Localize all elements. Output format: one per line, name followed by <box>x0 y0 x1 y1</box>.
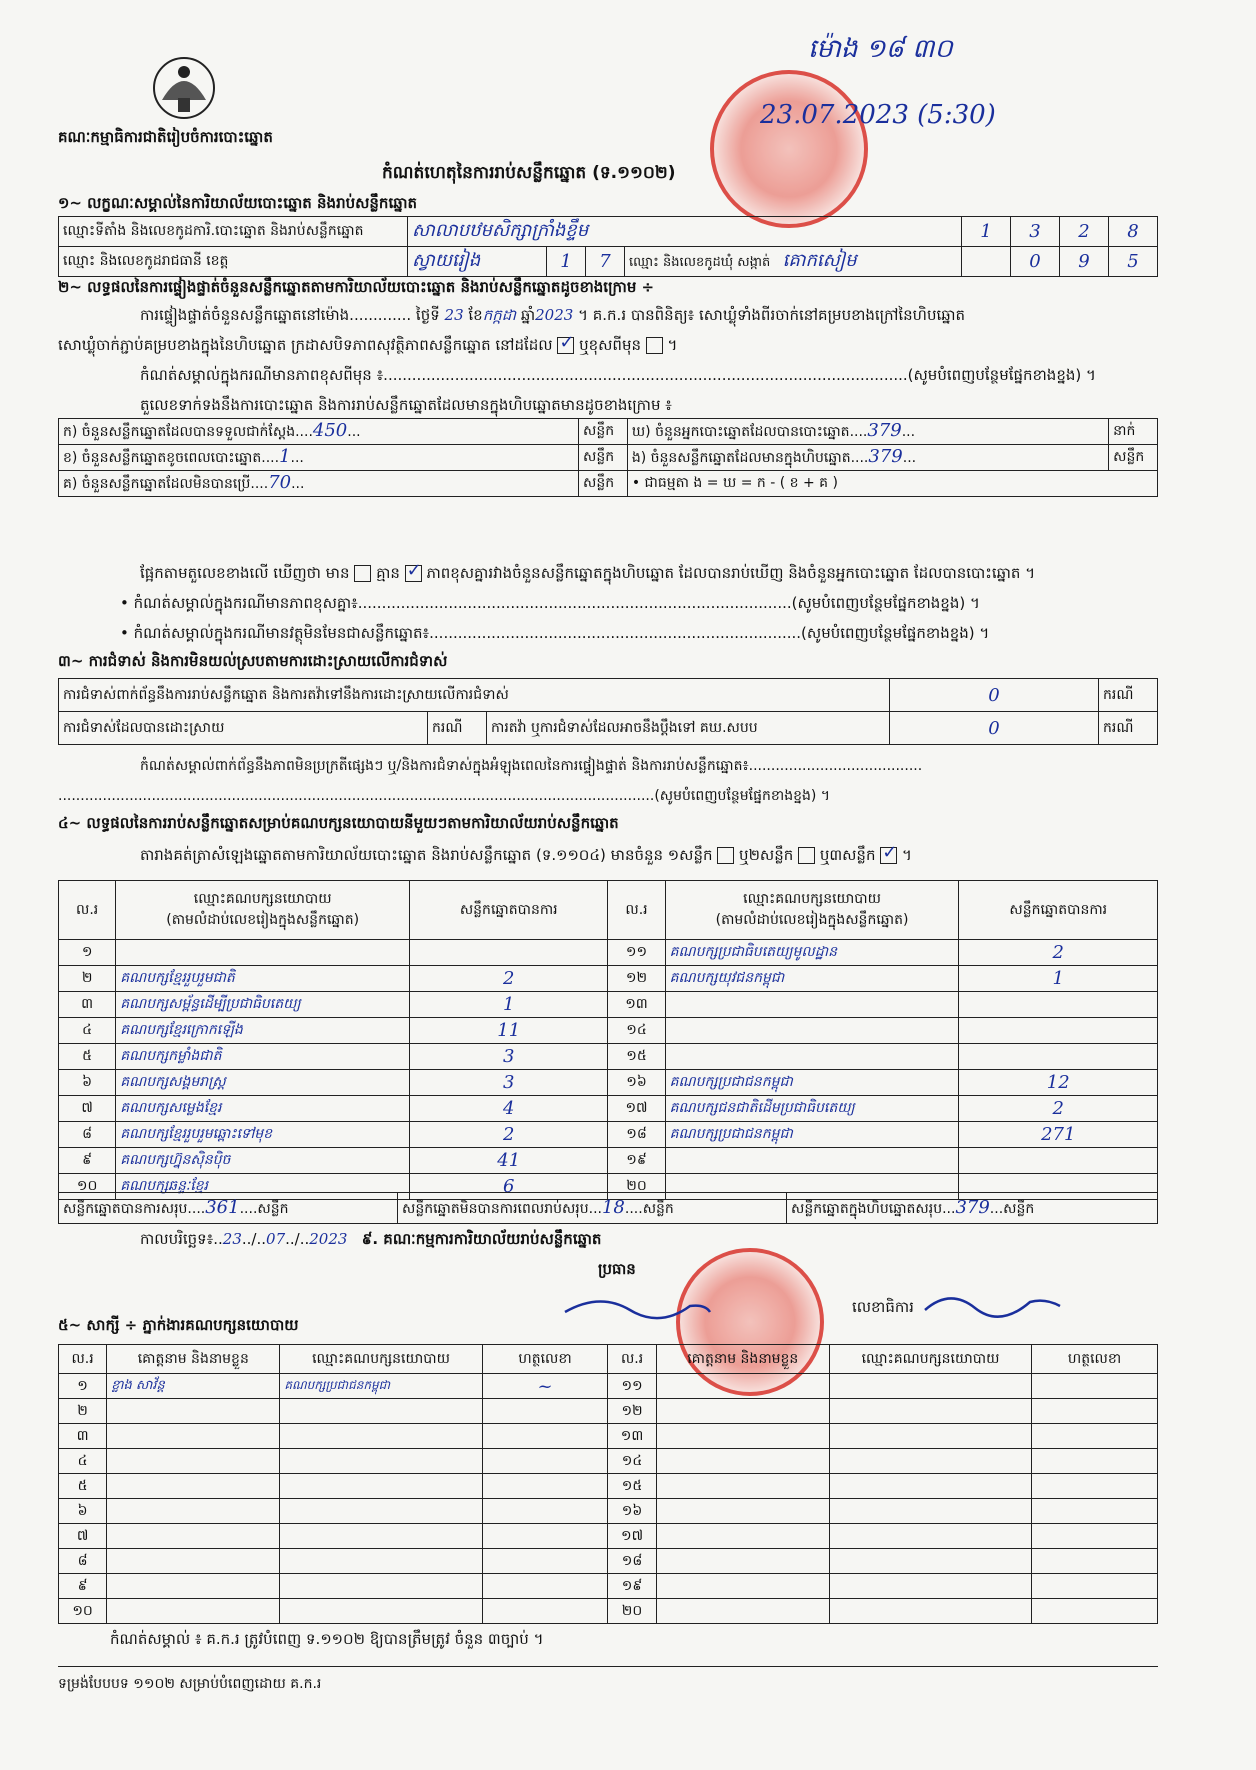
witness-party <box>829 1574 1031 1599</box>
witness-signature <box>482 1599 608 1624</box>
ballot-count-table: ក) ចំនួនសន្លឹកឆ្នោតដែលបានទទួលជាក់ស្តែង....450... សន្លឹក ឃ) ចំនួនអ្នកបោះឆ្នោតដែលបានបោះឆ្នោត....379... នាក់ ខ) ចំនួនសន្លឹកឆ្នោតខូចពេលបោះឆ្នោត....1... សន្លឹក ង) ចំនួនសន្លឹកឆ្នោតដែលមានក្នុងហិបឆ្នោត....379... សន្លឹក គ) ចំនួនសន្លឹកឆ្នោតដែលមិនបានប្រើ....70... សន្លឹក • ជាធម្មតា ង = ឃ = ក - ( ខ + គ ) <box>58 418 1158 497</box>
secretary-label: លេខាធិការ <box>852 1298 914 1316</box>
witness-signature <box>1032 1574 1158 1599</box>
party-votes: 271 <box>959 1122 1158 1148</box>
witness-party <box>280 1549 482 1574</box>
party-name <box>665 1148 959 1174</box>
table-row <box>59 1574 1158 1599</box>
province-code-2: 7 <box>586 247 625 277</box>
row-number: ២ <box>59 1399 107 1424</box>
ballots-spoiled: ខ) ចំនួនសន្លឹកឆ្នោតខូចពេលបោះឆ្នោត....1... <box>59 445 579 471</box>
party-name: គណបក្សសម្ព័ន្ធដើម្បីប្រជាធិបតេយ្យ <box>116 992 410 1018</box>
row-number: ៣ <box>59 1424 107 1449</box>
discrepancy-line: ផ្អែកតាមតួលេខខាងលើ ឃើញថា មាន គ្មាន ✓ ភាពខុសគ្នារវាងចំនួនសន្លឹកឆ្នោតក្នុងហិបឆ្នោត ដែលបានរាប់ឃើញ និងចំនួនអ្នកបោះឆ្នោត ដែលបានបោះឆ្នោត ។ <box>140 564 1035 586</box>
witness-name <box>107 1399 280 1424</box>
row-number: ១៥ <box>608 1044 665 1070</box>
row-number: ១០ <box>59 1174 116 1200</box>
witness-name <box>656 1374 829 1399</box>
row-number: ១៦ <box>608 1070 665 1096</box>
same-checkbox[interactable] <box>557 337 574 354</box>
witness-party <box>829 1374 1031 1399</box>
official-stamp <box>710 70 868 228</box>
footer-divider <box>58 1666 1158 1667</box>
witness-name <box>656 1424 829 1449</box>
ballots-unused: គ) ចំនួនសន្លឹកឆ្នោតដែលមិនបានប្រើ....70... <box>59 471 579 497</box>
party-votes: 6 <box>410 1174 608 1200</box>
witness-name <box>656 1524 829 1549</box>
party-name: គណបក្សសង្គមរាស្ត្រ <box>116 1070 410 1096</box>
table-row <box>59 1524 1158 1549</box>
witness-party <box>829 1599 1031 1624</box>
party-name: គណបក្សកម្លាំងជាតិ <box>116 1044 410 1070</box>
party-name: គណបក្សប្រជាធិបតេយ្យមូលដ្ឋាន <box>665 940 959 966</box>
party-votes: 4 <box>410 1096 608 1122</box>
witness-name <box>656 1449 829 1474</box>
party-name <box>665 1044 959 1070</box>
party-votes: 12 <box>959 1070 1158 1096</box>
witness-name <box>107 1574 280 1599</box>
witness-signature <box>482 1524 608 1549</box>
witness-name <box>107 1449 280 1474</box>
party-votes <box>959 1018 1158 1044</box>
party-votes: 3 <box>410 1044 608 1070</box>
row-number: ៩ <box>59 1574 107 1599</box>
row-number: ១ <box>59 1374 107 1399</box>
appeal-count: 0 <box>890 712 1099 745</box>
witness-signature <box>1032 1499 1158 1524</box>
witness-name <box>107 1599 280 1624</box>
formula: • ជាធម្មតា ង = ឃ = ក - ( ខ + គ ) <box>627 471 1157 497</box>
table-row <box>59 1424 1158 1449</box>
date-line: កាលបរិច្ឆេទ៖..23../..07../..2023 ៩. គណៈកម្មការការិយាល័យរាប់សន្លឹកឆ្នោត <box>140 1230 602 1248</box>
irregularity-note: កំណត់សម្គាល់ពាក់ព័ន្ធនឹងភាពមិនប្រក្រតីផ្សេងៗ ឬ/និងការជំទាស់ក្នុងអំឡុងពេលនៃការផ្ទៀងផ្ទាត់ និងការរាប់សន្លឹកឆ្នោត៖....................................... <box>140 758 923 774</box>
party-name: គណបក្សហ្វ៊ុនស៊ិនប៉ិច <box>116 1148 410 1174</box>
irregularity-note-2: ......................................................................................................................................(សូមបំពេញបន្ថែមផ្នែកខាងខ្នង) ។ <box>58 788 831 804</box>
location-value: សាលាបឋមសិក្សាក្រាំងខ្ទឹម <box>408 217 962 247</box>
section3-title: ៣~ ការជំទាស់ និងការមិនយល់ស្របតាមការដោះស្រាយលើការជំទាស់ <box>58 652 448 670</box>
location-code-4: 8 <box>1109 217 1158 247</box>
objection-label: ការជំទាស់ពាក់ព័ន្ធនឹងការរាប់សន្លឹកឆ្នោត និងការតវ៉ាទៅនឹងការដោះស្រាយលើការជំទាស់ <box>59 679 890 712</box>
party-votes: 1 <box>959 966 1158 992</box>
footnote: កំណត់សម្គាល់ ៖ គ.ក.រ ត្រូវបំពេញ ទ.១១០២ ឱ្យបានត្រឹមត្រូវ ចំនួន ៣ច្បាប់ ។ <box>110 1630 544 1648</box>
table-row <box>59 1474 1158 1499</box>
witness-signature <box>1032 1374 1158 1399</box>
witness-party <box>829 1499 1031 1524</box>
row-number: ១៧ <box>608 1096 665 1122</box>
commune-code-2: 9 <box>1060 247 1109 277</box>
witness-signature <box>482 1474 608 1499</box>
received-time: 23.07.2023 (5:30) <box>760 100 996 130</box>
row-number: ៣ <box>59 992 116 1018</box>
row-number: ២០ <box>608 1174 665 1200</box>
table-row <box>59 1399 1158 1424</box>
row-number: ៨ <box>59 1122 116 1148</box>
table-row <box>59 1449 1158 1474</box>
discrepancy-note: • កំណត់សម្គាល់ក្នុងករណីមានភាពខុសគ្នា៖...........................................................................................(សូមបំពេញបន្ថែមផ្នែកខាងខ្នង) ។ <box>120 594 980 612</box>
sheets-2-checkbox[interactable] <box>798 847 815 864</box>
witness-signature: ~ <box>482 1374 608 1399</box>
party-votes: 2 <box>959 1096 1158 1122</box>
witness-signature <box>482 1449 608 1474</box>
witness-signature <box>482 1574 608 1599</box>
objection-table: ការជំទាស់ពាក់ព័ន្ធនឹងការរាប់សន្លឹកឆ្នោត និងការតវ៉ាទៅនឹងការដោះស្រាយលើការជំទាស់ 0 ករណី ការជំទាស់ដែលបានដោះស្រាយ ករណី ការតវ៉ា ឬការជំទាស់ដែលអាចនឹងប្តឹងទៅ គឃ.សបប 0 ករណី <box>58 678 1158 745</box>
row-number: ៧ <box>59 1524 107 1549</box>
witness-party <box>280 1499 482 1524</box>
verify-line-4: តួលេខទាក់ទងនឹងការបោះឆ្នោត និងការរាប់សន្លឹកឆ្នោតដែលមានក្នុងហិបឆ្នោតមានដូចខាងក្រោម ៖ <box>140 396 672 414</box>
results-body <box>59 940 1158 1200</box>
national-emblem-icon <box>148 52 220 124</box>
form-title: កំណត់ហេតុនៃការរាប់សន្លឹកឆ្នោត (ទ.១១០២) <box>382 163 676 183</box>
witness-name <box>107 1424 280 1449</box>
row-number: ៦ <box>59 1070 116 1096</box>
row-number: ១៨ <box>608 1122 665 1148</box>
no-discrepancy-checkbox[interactable] <box>405 565 422 582</box>
location-label: ឈ្មោះទីតាំង និងលេខកូដការិ.បោះឆ្នោត និងរាប់សន្លឹកឆ្នោត <box>59 217 408 247</box>
committee-name: គណៈកម្មាធិការជាតិរៀបចំការបោះឆ្នោត <box>58 128 273 146</box>
location-code-3: 2 <box>1060 217 1109 247</box>
witness-party <box>829 1549 1031 1574</box>
section1-table <box>58 216 1158 277</box>
received-note: ម៉ោង ១៨ ៣០ <box>808 34 953 64</box>
witness-party <box>280 1399 482 1424</box>
witness-party: គណបក្សប្រជាជនកម្ពុជា <box>280 1374 482 1399</box>
witness-body <box>59 1374 1158 1624</box>
row-number: ១៣ <box>608 992 665 1018</box>
witness-name <box>107 1474 280 1499</box>
party-name: គណបក្សយុវជនកម្ពុជា <box>665 966 959 992</box>
witness-party <box>280 1524 482 1549</box>
row-number: ១៤ <box>608 1018 665 1044</box>
witness-signature <box>482 1499 608 1524</box>
party-name: គណបក្សប្រជាជនកម្ពុជា <box>665 1122 959 1148</box>
tally-sheet-line: តារាងគត់ត្រាសំឡេងឆ្នោតតាមការិយាល័យបោះឆ្នោត និងរាប់សន្លឹកឆ្នោត (ទ.១១០៤) មានចំនួន ១សន្លឹក ឬ២សន្លឹក ឬ៣សន្លឹក ✓ ។ <box>140 846 912 868</box>
table-row <box>59 1374 1158 1399</box>
party-votes: 2 <box>410 966 608 992</box>
witness-party <box>829 1474 1031 1499</box>
results-table: ល.រ ឈ្មោះគណបក្សនយោបាយ (តាមលំដាប់លេខរៀងក្នុងសន្លឹកឆ្នោត) សន្លឹកឆ្នោតបានការ ល.រ ឈ្មោះគណបក្សនយោបាយ (តាមលំដាប់លេខរៀងក្នុងសន្លឹកឆ្នោត) សន្លឹកឆ្នោតបានការ ១ ១១ គណបក្សប្រជាធិបតេយ្យមូលដ្ឋាន 2 ២ គណបក្សខ្មែររួបរួមជាតិ 2 ១២ គណបក្សយុវជនកម្ពុជា 1 ៣ គណបក្សសម្ព័ន្ធដើម្បីប្រជាធិបតេយ្យ 1 ១៣ ៤ គណបក្សខ្មែរក្រោកឡើង 11 ១៤ ៥ គណបក្សកម្លាំងជាតិ 3 ១៥ ៦ គណបក្សសង្គមរាស្ត្រ 3 ១៦ គណបក្សប្រជាជនកម្ពុជា 12 ៧ គណបក្សសម្លេងខ្មែរ 4 ១៧ គណបក្សជនជាតិដើមប្រជាធិបតេយ្យ 2 ៨ គណបក្សខ្មែររួបរួមឆ្ពោះទៅមុខ 2 ១៨ គណបក្សប្រជាជនកម្ពុជា 271 ៩ គណបក្សហ្វ៊ុនស៊ិនប៉ិច 41 ១៩ ១០ គណបក្សឆន្ទៈខ្មែរ 6 ២០ <box>58 880 1158 1200</box>
section4-title: ៤~ លទ្ធផលនៃការរាប់សន្លឹកឆ្នោតសម្រាប់គណបក្សនយោបាយនីមួយៗតាមការិយាល័យរាប់សន្លឹកឆ្នោត <box>58 814 619 832</box>
table-row <box>59 1599 1158 1624</box>
different-checkbox[interactable] <box>646 337 663 354</box>
witness-signature <box>482 1399 608 1424</box>
row-number: ៥ <box>59 1474 107 1499</box>
witness-table: ល.រ គោត្តនាម និងនាមខ្លួន ឈ្មោះគណបក្សនយោបាយ ហត្ថលេខា ល.រ គោត្តនាម និងនាមខ្លួន ឈ្មោះគណបក្សនយោបាយ ហត្ថលេខា ១ ខ្លាង សាវ័ន្ត គណបក្សប្រជាជនកម្ពុជា ~ ១១ ២ ១២ ៣ ១៣ ៤ ១៤ ៥ ១៥ ៦ ១៦ ៧ ១៧ ៨ ១៨ ៩ ១៩ ១០ ២០ <box>58 1344 1158 1624</box>
row-number: ៩ <box>59 1148 116 1174</box>
witness-name <box>656 1549 829 1574</box>
table-row <box>59 1148 1158 1174</box>
witness-signature <box>1032 1449 1158 1474</box>
witness-party <box>829 1524 1031 1549</box>
row-number: ១២ <box>608 1399 656 1424</box>
commune-code-1: 0 <box>1011 247 1060 277</box>
witness-name <box>656 1399 829 1424</box>
witness-signature <box>1032 1599 1158 1624</box>
commune-label: ឈ្មោះ និងលេខកូដឃុំ សង្កាត់ គោកសៀម <box>625 247 962 277</box>
total-invalid: សន្លឹកឆ្នោតមិនបានការពេលរាប់សរុប...18....សន្លឹក <box>398 1193 787 1224</box>
table-row <box>59 1549 1158 1574</box>
table-row <box>59 966 1158 992</box>
appeal-label: ការតវ៉ា ឬការជំទាស់ដែលអាចនឹងប្តឹងទៅ គឃ.សបប <box>487 712 890 745</box>
witness-name <box>656 1499 829 1524</box>
party-votes <box>959 1148 1158 1174</box>
row-number: ១១ <box>608 940 665 966</box>
party-name <box>665 992 959 1018</box>
table-row <box>59 1044 1158 1070</box>
row-number: ១៥ <box>608 1474 656 1499</box>
row-number: ១៧ <box>608 1524 656 1549</box>
witness-party <box>280 1474 482 1499</box>
party-votes: 2 <box>410 1122 608 1148</box>
table-row <box>59 1096 1158 1122</box>
row-number: ២០ <box>608 1599 656 1624</box>
party-name <box>665 1018 959 1044</box>
party-votes: 41 <box>410 1148 608 1174</box>
witness-party <box>829 1399 1031 1424</box>
witness-signature <box>482 1424 608 1449</box>
table-row <box>59 940 1158 966</box>
table-row <box>59 992 1158 1018</box>
party-votes <box>959 992 1158 1018</box>
province-code-1: 1 <box>547 247 586 277</box>
witness-party <box>829 1449 1031 1474</box>
witness-party <box>280 1449 482 1474</box>
witness-name <box>107 1549 280 1574</box>
witness-signature <box>482 1549 608 1574</box>
row-number: ១ <box>59 940 116 966</box>
section5-title: ៥~ សាក្សី ÷ ភ្នាក់ងារគណបក្សនយោបាយ <box>58 1316 299 1334</box>
totals-table <box>58 1192 1158 1224</box>
location-code-1: 1 <box>962 217 1011 247</box>
province-value: ស្វាយរៀង <box>408 247 547 277</box>
witness-signature <box>1032 1524 1158 1549</box>
witness-name <box>107 1524 280 1549</box>
objection-count: 0 <box>890 679 1099 712</box>
witness-signature <box>1032 1424 1158 1449</box>
row-number: ៤ <box>59 1449 107 1474</box>
witness-name <box>656 1474 829 1499</box>
witness-name <box>656 1599 829 1624</box>
row-number: ១០ <box>59 1599 107 1624</box>
row-number: ១៤ <box>608 1449 656 1474</box>
party-votes <box>410 940 608 966</box>
witness-name <box>107 1499 280 1524</box>
party-name: គណបក្សជនជាតិដើមប្រជាធិបតេយ្យ <box>665 1096 959 1122</box>
chair-signature <box>560 1282 720 1332</box>
witness-party <box>280 1599 482 1624</box>
section2-title: ២~ លទ្ធផលនៃការផ្ទៀងផ្ទាត់ចំនួនសន្លឹកឆ្នោតតាមការិយាល័យបោះឆ្នោត និងរាប់សន្លឹកឆ្នោតដូចខាងក្រោម ÷ <box>58 278 655 296</box>
commune-code-3: 5 <box>1109 247 1158 277</box>
ballots-received: ក) ចំនួនសន្លឹកឆ្នោតដែលបានទទួលជាក់ស្តែង....450... <box>59 419 579 445</box>
party-votes: 11 <box>410 1018 608 1044</box>
table-row <box>59 1499 1158 1524</box>
table-row <box>59 1018 1158 1044</box>
party-votes: 1 <box>410 992 608 1018</box>
witness-signature <box>1032 1474 1158 1499</box>
sheets-1-checkbox[interactable] <box>717 847 734 864</box>
total-valid: សន្លឹកឆ្នោតបានការសរុប....361....សន្លឹក <box>59 1193 398 1224</box>
province-label: ឈ្មោះ និងលេខកូដរាជធានី ខេត្ត <box>59 247 408 277</box>
sheets-3-checkbox[interactable] <box>880 847 897 864</box>
row-number: ១៩ <box>608 1148 665 1174</box>
party-votes <box>959 1044 1158 1070</box>
ballots-in-box: ង) ចំនួនសន្លឹកឆ្នោតដែលមានក្នុងហិបឆ្នោត....379... <box>627 445 1108 471</box>
table-row <box>59 1122 1158 1148</box>
row-number: ៥ <box>59 1044 116 1070</box>
resolved-label: ការជំទាស់ដែលបានដោះស្រាយ <box>59 712 428 745</box>
witness-signature <box>1032 1549 1158 1574</box>
witness-party <box>829 1424 1031 1449</box>
row-number: ១៦ <box>608 1499 656 1524</box>
row-number: ១១ <box>608 1374 656 1399</box>
row-number: ២ <box>59 966 116 992</box>
witness-party <box>280 1574 482 1599</box>
party-name: គណបក្សឆន្ទៈខ្មែរ <box>116 1174 410 1200</box>
has-discrepancy-checkbox[interactable] <box>354 565 371 582</box>
verify-line-2: សោឃ្លុំចាក់ភ្ជាប់គម្របខាងក្នុងនៃហិបឆ្នោត ក្រដាសបិទភាពសុវត្ថិភាពសន្លឹកឆ្នោត នៅដដែល ✓ ឬខុសពីមុន ។ <box>58 336 677 358</box>
party-votes: 3 <box>410 1070 608 1096</box>
row-number: ១៩ <box>608 1574 656 1599</box>
verify-line-1: ការផ្ទៀងផ្ទាត់ចំនួនសន្លឹកឆ្នោតនៅម៉ោង............. ថ្ងៃទី 23 ខែកក្កដា ឆ្នាំ2023 ។ គ.ក.រ បានពិនិត្យ៖ សោឃ្លុំទាំងពីរចាក់នៅគម្របខាងក្រៅនៃហិបឆ្នោត <box>140 306 966 324</box>
row-number: ៨ <box>59 1549 107 1574</box>
witness-signature <box>1032 1399 1158 1424</box>
location-code-2: 3 <box>1011 217 1060 247</box>
party-name: គណបក្សសម្លេងខ្មែរ <box>116 1096 410 1122</box>
foreign-object-note: • កំណត់សម្គាល់ក្នុងករណីមានវត្ថុមិនមែនជាសន្លឹកឆ្នោត៖..............................................................................(សូមបំពេញបន្ថែមផ្នែកខាងខ្នង) ។ <box>120 624 990 642</box>
witness-name <box>656 1574 829 1599</box>
row-number: ៦ <box>59 1499 107 1524</box>
party-name: គណបក្សខ្មែរក្រោកឡើង <box>116 1018 410 1044</box>
row-number: ១៨ <box>608 1549 656 1574</box>
party-name: គណបក្សប្រជាជនកម្ពុជា <box>665 1070 959 1096</box>
witness-party <box>280 1424 482 1449</box>
party-name <box>116 940 410 966</box>
total-in-box: សន្លឹកឆ្នោតក្នុងហិបឆ្នោតសរុប...379...សន្លឹក <box>787 1193 1158 1224</box>
row-number: ៧ <box>59 1096 116 1122</box>
section1-title: ១~ លក្ខណៈសម្គាល់នៃការិយាល័យបោះឆ្នោត និងរាប់សន្លឹកឆ្នោត <box>58 194 418 212</box>
chair-label: ប្រធាន <box>598 1260 636 1278</box>
row-number: ៤ <box>59 1018 116 1044</box>
party-name: គណបក្សខ្មែររួបរួមឆ្ពោះទៅមុខ <box>116 1122 410 1148</box>
secretary-signature <box>920 1284 1070 1324</box>
verify-line-3: កំណត់សម្គាល់ក្នុងករណីមានភាពខុសពីមុន ៖..............................................................................................................(សូមបំពេញបន្ថែមផ្នែកខាងខ្នង) ។ <box>140 366 1096 384</box>
witness-name: ខ្លាង សាវ័ន្ត <box>107 1374 280 1399</box>
footer-text: ទម្រង់បែបបទ ១១០២ សម្រាប់បំពេញដោយ គ.ក.រ <box>58 1676 322 1692</box>
voters-voted: ឃ) ចំនួនអ្នកបោះឆ្នោតដែលបានបោះឆ្នោត....379... <box>627 419 1108 445</box>
party-name: គណបក្សខ្មែររួបរួមជាតិ <box>116 966 410 992</box>
row-number: ១២ <box>608 966 665 992</box>
row-number: ១៣ <box>608 1424 656 1449</box>
party-votes: 2 <box>959 940 1158 966</box>
table-row <box>59 1070 1158 1096</box>
